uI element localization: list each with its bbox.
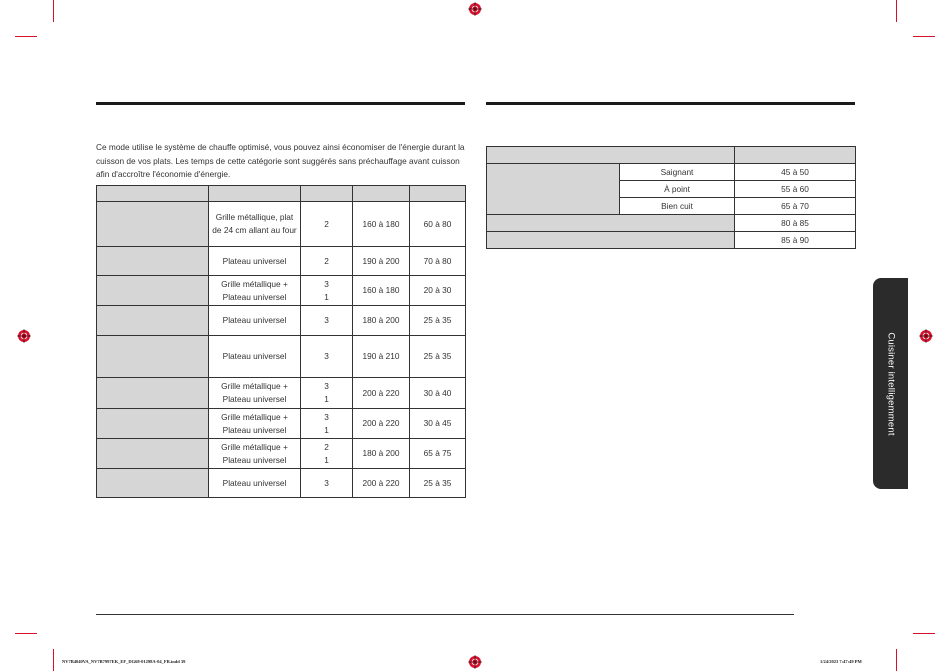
time-cell: 60 à 80 bbox=[410, 202, 466, 247]
time-cell: 25 à 35 bbox=[410, 469, 466, 498]
food-name-cell bbox=[97, 439, 209, 469]
doneness-label-cell: À point bbox=[620, 181, 735, 198]
time-cell: 70 à 80 bbox=[410, 247, 466, 276]
temperature-cell: 65 à 70 bbox=[735, 198, 856, 215]
header-cell bbox=[209, 186, 301, 202]
intro-paragraph: Ce mode utilise le système de chauffe optimisé, vous pouvez ainsi économiser de l'énergie durant la cuisson de vos plats. Les temps de cette catégorie sont suggérés sans préchauffage avant cuisson afin d'accroître l'économie d'énergie. bbox=[96, 142, 465, 180]
temperature-cell: 180 à 200 bbox=[353, 439, 410, 469]
header-cell bbox=[301, 186, 353, 202]
food-name-cell bbox=[97, 276, 209, 306]
crop-mark bbox=[913, 36, 935, 37]
food-name-cell bbox=[487, 232, 735, 249]
temperature-cell: 85 à 90 bbox=[735, 232, 856, 249]
footer-timestamp: 1/24/2023 7:47:49 PM bbox=[820, 659, 862, 664]
temperature-cell: 45 à 50 bbox=[735, 164, 856, 181]
accessory-cell: Grille métallique + Plateau universel bbox=[209, 378, 301, 409]
table-row bbox=[487, 215, 856, 232]
crop-mark bbox=[896, 649, 897, 671]
level-cell: 2 1 bbox=[301, 439, 353, 469]
food-name-cell bbox=[487, 215, 735, 232]
level-cell: 3 1 bbox=[301, 409, 353, 439]
food-name-cell bbox=[97, 202, 209, 247]
footer-rule bbox=[96, 614, 794, 615]
table-row bbox=[97, 439, 466, 469]
table-row bbox=[97, 378, 466, 409]
header-cell bbox=[353, 186, 410, 202]
table-row bbox=[97, 306, 466, 336]
accessory-cell: Grille métallique + Plateau universel bbox=[209, 276, 301, 306]
header-cell bbox=[97, 186, 209, 202]
cooking-table bbox=[96, 185, 466, 498]
temperature-cell: 180 à 200 bbox=[353, 306, 410, 336]
registration-mark-icon bbox=[17, 329, 31, 343]
food-name-cell bbox=[97, 378, 209, 409]
level-cell: 3 bbox=[301, 336, 353, 378]
time-cell: 20 à 30 bbox=[410, 276, 466, 306]
table-row bbox=[97, 409, 466, 439]
registration-mark-icon bbox=[919, 329, 933, 343]
food-name-cell bbox=[97, 247, 209, 276]
header-cell bbox=[735, 147, 856, 164]
accessory-cell: Plateau universel bbox=[209, 247, 301, 276]
crop-mark bbox=[896, 0, 897, 22]
table-row bbox=[97, 276, 466, 306]
chapter-tab-label: Cuisiner intelligemment bbox=[885, 331, 896, 436]
registration-mark-icon bbox=[468, 2, 482, 16]
food-name-cell bbox=[97, 306, 209, 336]
time-cell: 30 à 40 bbox=[410, 378, 466, 409]
level-cell: 2 bbox=[301, 247, 353, 276]
time-cell: 65 à 75 bbox=[410, 439, 466, 469]
accessory-cell: Grille métallique, plat de 24 cm allant au four bbox=[209, 202, 301, 247]
doneness-label-cell: Saignant bbox=[620, 164, 735, 181]
header-cell bbox=[410, 186, 466, 202]
crop-mark bbox=[913, 633, 935, 634]
table-row bbox=[97, 202, 466, 247]
table-row bbox=[97, 336, 466, 378]
food-name-cell bbox=[97, 469, 209, 498]
level-cell: 3 bbox=[301, 306, 353, 336]
doneness-label-cell: Bien cuit bbox=[620, 198, 735, 215]
temperature-cell: 80 à 85 bbox=[735, 215, 856, 232]
table-row bbox=[97, 469, 466, 498]
accessory-cell: Grille métallique + Plateau universel bbox=[209, 409, 301, 439]
table-row bbox=[97, 247, 466, 276]
doneness-table bbox=[486, 146, 856, 249]
temperature-cell: 55 à 60 bbox=[735, 181, 856, 198]
table-row bbox=[487, 232, 856, 249]
temperature-cell: 200 à 220 bbox=[353, 469, 410, 498]
table-row bbox=[487, 164, 856, 181]
crop-mark bbox=[53, 649, 54, 671]
level-cell: 2 bbox=[301, 202, 353, 247]
food-name-cell bbox=[97, 409, 209, 439]
chapter-tab bbox=[873, 278, 908, 489]
header-cell bbox=[487, 147, 735, 164]
level-cell: 3 bbox=[301, 469, 353, 498]
footer-file-info: NV7B4040VA_NV7B7997EK_EF_DG68-01298A-04_FR.indd 39 bbox=[62, 659, 186, 664]
temperature-cell: 200 à 220 bbox=[353, 378, 410, 409]
section-rule-right bbox=[486, 102, 855, 105]
crop-mark bbox=[15, 633, 37, 634]
temperature-cell: 160 à 180 bbox=[353, 276, 410, 306]
registration-mark-icon bbox=[468, 655, 482, 669]
section-rule-left bbox=[96, 102, 465, 105]
accessory-cell: Plateau universel bbox=[209, 336, 301, 378]
temperature-cell: 200 à 220 bbox=[353, 409, 410, 439]
temperature-cell: 190 à 210 bbox=[353, 336, 410, 378]
level-cell: 3 1 bbox=[301, 378, 353, 409]
time-cell: 30 à 45 bbox=[410, 409, 466, 439]
food-name-cell bbox=[97, 336, 209, 378]
accessory-cell: Grille métallique + Plateau universel bbox=[209, 439, 301, 469]
accessory-cell: Plateau universel bbox=[209, 469, 301, 498]
time-cell: 25 à 35 bbox=[410, 306, 466, 336]
food-name-cell bbox=[487, 164, 620, 215]
crop-mark bbox=[53, 0, 54, 22]
accessory-cell: Plateau universel bbox=[209, 306, 301, 336]
crop-mark bbox=[15, 36, 37, 37]
temperature-cell: 160 à 180 bbox=[353, 202, 410, 247]
time-cell: 25 à 35 bbox=[410, 336, 466, 378]
level-cell: 3 1 bbox=[301, 276, 353, 306]
temperature-cell: 190 à 200 bbox=[353, 247, 410, 276]
